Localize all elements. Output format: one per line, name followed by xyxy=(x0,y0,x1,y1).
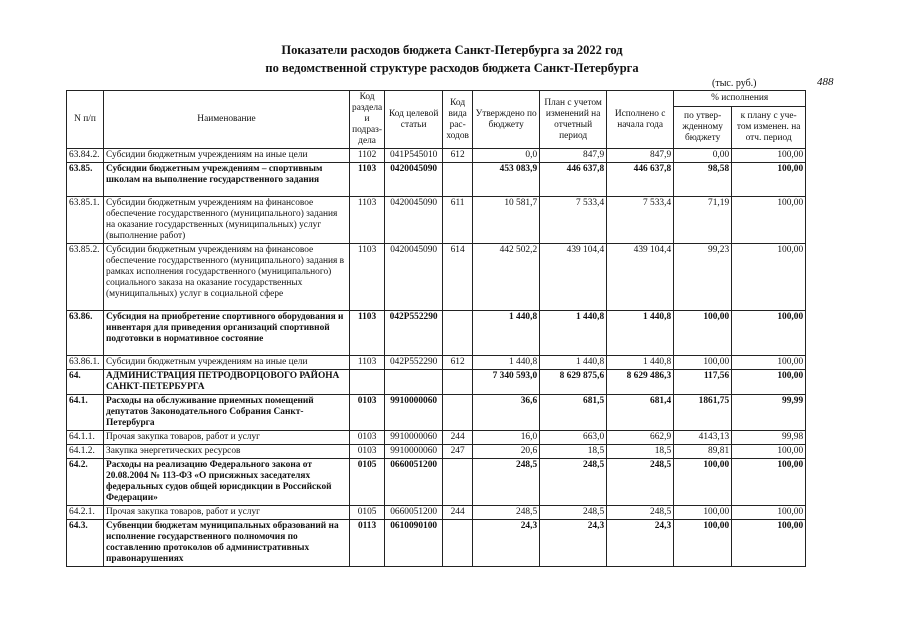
cell-pct-approved: 1861,75 xyxy=(674,395,732,431)
table-row xyxy=(67,149,806,163)
header-num: N п/п xyxy=(67,91,104,149)
cell-executed: 1 440,8 xyxy=(607,311,674,356)
cell-section: 1103 xyxy=(350,311,385,356)
cell-name: Субвенции бюджетам муниципальных образований на исполнение государственного полномочия по составлению протоколов об административных правонарушениях xyxy=(104,520,350,567)
cell-num: 64.1. xyxy=(67,395,104,431)
table-row xyxy=(67,431,806,445)
cell-section: 1103 xyxy=(350,244,385,311)
cell-pct-plan: 99,99 xyxy=(732,395,806,431)
table-row xyxy=(67,311,806,356)
cell-pct-approved: 71,19 xyxy=(674,197,732,244)
cell-name: Расходы на реализацию Федерального закона от 20.08.2004 № 113-ФЗ «О присяжных заседателях федеральных судов общей юрисдикции в Российской Федерации» xyxy=(104,459,350,506)
cell-approved: 1 440,8 xyxy=(473,311,540,356)
header-name: Наименование xyxy=(104,91,350,149)
cell-num: 63.85.2. xyxy=(67,244,104,311)
cell-name: Прочая закупка товаров, работ и услуг xyxy=(104,431,350,445)
cell-num: 64.2. xyxy=(67,459,104,506)
cell-executed: 24,3 xyxy=(607,520,674,567)
cell-pct-approved: 4143,13 xyxy=(674,431,732,445)
table-row xyxy=(67,370,806,395)
cell-executed: 847,9 xyxy=(607,149,674,163)
cell-section: 0103 xyxy=(350,445,385,459)
cell-pct-plan: 100,00 xyxy=(732,520,806,567)
cell-name: Субсидии бюджетным учреждениям на финансовое обеспечение государственного (муниципального) задания в рамках исполнения государственного (муниципального) социального заказа на оказание государственных (муниципальных) услуг в социальной сфере xyxy=(104,244,350,311)
cell-plan: 24,3 xyxy=(540,520,607,567)
table-row xyxy=(67,506,806,520)
cell-plan: 663,0 xyxy=(540,431,607,445)
cell-pct-approved: 89,81 xyxy=(674,445,732,459)
cell-pct-approved: 99,23 xyxy=(674,244,732,311)
cell-section: 0113 xyxy=(350,520,385,567)
cell-section xyxy=(350,370,385,395)
cell-kind: 612 xyxy=(443,356,473,370)
table-row xyxy=(67,197,806,244)
cell-pct-plan: 100,00 xyxy=(732,149,806,163)
cell-plan: 248,5 xyxy=(540,506,607,520)
cell-pct-approved: 100,00 xyxy=(674,459,732,506)
cell-kind: 612 xyxy=(443,149,473,163)
cell-section: 0105 xyxy=(350,506,385,520)
cell-kind: 244 xyxy=(443,506,473,520)
cell-pct-approved: 100,00 xyxy=(674,506,732,520)
cell-num: 63.85. xyxy=(67,163,104,197)
cell-executed: 662,9 xyxy=(607,431,674,445)
cell-article: 042P552290 xyxy=(385,311,443,356)
cell-article: 0420045090 xyxy=(385,163,443,197)
document-title-line-2: по ведомственной структуре расходов бюджета Санкт-Петербурга xyxy=(265,61,639,75)
cell-plan: 248,5 xyxy=(540,459,607,506)
cell-kind xyxy=(443,311,473,356)
cell-approved: 7 340 593,0 xyxy=(473,370,540,395)
cell-article: 041P545010 xyxy=(385,149,443,163)
cell-section: 1103 xyxy=(350,163,385,197)
cell-approved: 248,5 xyxy=(473,506,540,520)
page-number: 488 xyxy=(817,76,834,88)
cell-section: 0103 xyxy=(350,395,385,431)
header-approved: Утверждено по бюджету xyxy=(473,91,540,149)
cell-pct-plan: 100,00 xyxy=(732,356,806,370)
cell-executed: 8 629 486,3 xyxy=(607,370,674,395)
cell-plan: 18,5 xyxy=(540,445,607,459)
cell-kind: 247 xyxy=(443,445,473,459)
cell-plan: 847,9 xyxy=(540,149,607,163)
cell-pct-plan: 100,00 xyxy=(732,445,806,459)
cell-section: 1103 xyxy=(350,197,385,244)
cell-kind: 244 xyxy=(443,431,473,445)
cell-num: 64. xyxy=(67,370,104,395)
cell-approved: 442 502,2 xyxy=(473,244,540,311)
cell-kind xyxy=(443,370,473,395)
header-article: Код целевой статьи xyxy=(385,91,443,149)
cell-num: 64.1.1. xyxy=(67,431,104,445)
cell-num: 63.85.1. xyxy=(67,197,104,244)
table-row xyxy=(67,459,806,506)
cell-pct-plan: 100,00 xyxy=(732,197,806,244)
header-section: Код раздела и подраз-дела xyxy=(350,91,385,149)
header-pct-plan: к плану с уче-том изменен. на отч. период xyxy=(732,107,806,149)
cell-article: 0660051200 xyxy=(385,459,443,506)
cell-kind xyxy=(443,395,473,431)
cell-num: 64.2.1. xyxy=(67,506,104,520)
cell-kind: 611 xyxy=(443,197,473,244)
cell-section: 0103 xyxy=(350,431,385,445)
cell-executed: 681,4 xyxy=(607,395,674,431)
cell-num: 63.84.2. xyxy=(67,149,104,163)
cell-section: 0105 xyxy=(350,459,385,506)
table-row xyxy=(67,520,806,567)
cell-name: Субсидии бюджетным учреждениям на иные цели xyxy=(104,356,350,370)
header-pct: % исполнения xyxy=(674,91,806,107)
cell-executed: 248,5 xyxy=(607,459,674,506)
cell-kind xyxy=(443,520,473,567)
cell-pct-approved: 117,56 xyxy=(674,370,732,395)
cell-executed: 439 104,4 xyxy=(607,244,674,311)
cell-approved: 24,3 xyxy=(473,520,540,567)
cell-pct-approved: 100,00 xyxy=(674,356,732,370)
header-kind: Код вида рас-ходов xyxy=(443,91,473,149)
cell-article: 042P552290 xyxy=(385,356,443,370)
cell-executed: 18,5 xyxy=(607,445,674,459)
cell-plan: 439 104,4 xyxy=(540,244,607,311)
cell-approved: 36,6 xyxy=(473,395,540,431)
cell-name: Субсидии бюджетным учреждениям на иные цели xyxy=(104,149,350,163)
cell-section: 1103 xyxy=(350,356,385,370)
cell-executed: 1 440,8 xyxy=(607,356,674,370)
units-label: (тыс. руб.) xyxy=(712,78,757,89)
cell-pct-approved: 98,58 xyxy=(674,163,732,197)
cell-section: 1102 xyxy=(350,149,385,163)
cell-approved: 0,0 xyxy=(473,149,540,163)
cell-kind xyxy=(443,163,473,197)
cell-plan: 446 637,8 xyxy=(540,163,607,197)
table-row xyxy=(67,395,806,431)
header-plan: План с учетом изменений на отчетный период xyxy=(540,91,607,149)
cell-num: 64.1.2. xyxy=(67,445,104,459)
cell-name: Закупка энергетических ресурсов xyxy=(104,445,350,459)
cell-pct-plan: 100,00 xyxy=(732,459,806,506)
cell-plan: 7 533,4 xyxy=(540,197,607,244)
cell-executed: 248,5 xyxy=(607,506,674,520)
cell-name: Субсидии бюджетным учреждениям на финансовое обеспечение государственного (муниципального) задания на оказание государственных (муниципальных) услуг (выполнение работ) xyxy=(104,197,350,244)
cell-pct-plan: 100,00 xyxy=(732,370,806,395)
cell-pct-plan: 100,00 xyxy=(732,311,806,356)
cell-name: Расходы на обслуживание приемных помещений депутатов Законодательного Собрания Санкт-Петербурга xyxy=(104,395,350,431)
cell-approved: 16,0 xyxy=(473,431,540,445)
cell-article: 9910000060 xyxy=(385,395,443,431)
cell-article: 0610090100 xyxy=(385,520,443,567)
cell-pct-approved: 100,00 xyxy=(674,520,732,567)
cell-executed: 7 533,4 xyxy=(607,197,674,244)
cell-article: 0420045090 xyxy=(385,244,443,311)
cell-pct-approved: 0,00 xyxy=(674,149,732,163)
cell-approved: 453 083,9 xyxy=(473,163,540,197)
expenditure-table xyxy=(66,90,806,567)
cell-plan: 1 440,8 xyxy=(540,311,607,356)
table-row xyxy=(67,244,806,311)
cell-approved: 20,6 xyxy=(473,445,540,459)
cell-plan: 8 629 875,6 xyxy=(540,370,607,395)
table-row xyxy=(67,163,806,197)
table-row xyxy=(67,356,806,370)
cell-pct-plan: 100,00 xyxy=(732,506,806,520)
cell-pct-plan: 100,00 xyxy=(732,163,806,197)
table-row xyxy=(67,445,806,459)
cell-name: Субсидии бюджетным учреждениям – спортивным школам на выполнение государственного задания xyxy=(104,163,350,197)
cell-name: Субсидия на приобретение спортивного оборудования и инвентаря для приведения организаций спортивной подготовки в нормативное состояние xyxy=(104,311,350,356)
cell-article xyxy=(385,370,443,395)
cell-article: 0660051200 xyxy=(385,506,443,520)
cell-approved: 248,5 xyxy=(473,459,540,506)
cell-kind xyxy=(443,459,473,506)
cell-executed: 446 637,8 xyxy=(607,163,674,197)
cell-kind: 614 xyxy=(443,244,473,311)
cell-approved: 10 581,7 xyxy=(473,197,540,244)
document-title-line-1: Показатели расходов бюджета Санкт-Петербурга за 2022 год xyxy=(281,43,623,57)
cell-pct-plan: 100,00 xyxy=(732,244,806,311)
cell-plan: 1 440,8 xyxy=(540,356,607,370)
cell-pct-approved: 100,00 xyxy=(674,311,732,356)
cell-article: 9910000060 xyxy=(385,431,443,445)
cell-article: 9910000060 xyxy=(385,445,443,459)
cell-plan: 681,5 xyxy=(540,395,607,431)
cell-approved: 1 440,8 xyxy=(473,356,540,370)
cell-num: 64.3. xyxy=(67,520,104,567)
header-pct-approved: по утвер-жденному бюджету xyxy=(674,107,732,149)
cell-num: 63.86.1. xyxy=(67,356,104,370)
cell-num: 63.86. xyxy=(67,311,104,356)
header-executed: Исполнено с начала года xyxy=(607,91,674,149)
cell-pct-plan: 99,98 xyxy=(732,431,806,445)
cell-name: АДМИНИСТРАЦИЯ ПЕТРОДВОРЦОВОГО РАЙОНА САНКТ-ПЕТЕРБУРГА xyxy=(104,370,350,395)
cell-name: Прочая закупка товаров, работ и услуг xyxy=(104,506,350,520)
cell-article: 0420045090 xyxy=(385,197,443,244)
